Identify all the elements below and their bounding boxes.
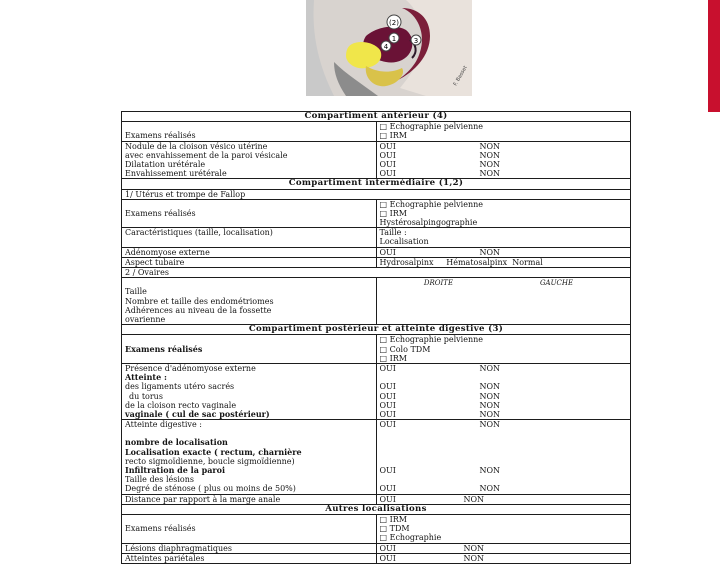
anterior-exam-options: □ Echographie pelvienne □ IRM [376,122,631,141]
illustrator-signature: F. Basset [452,64,469,87]
intermediate-exam-label: Examens réalisés [122,199,377,228]
anterior-findings-values: OUI NON OUI NON OUI NON OUI NON [376,141,631,179]
parietal-values: OUI NON [376,553,631,563]
tubal-aspect-values: Hydrosalpinx Hématosalpinx Normal [376,257,631,267]
distance-values: OUI NON [376,494,631,504]
posterior-findings-labels: Présence d'adénomyose externe Atteinte : des ligaments utéro sacrés du torus de la cloison recto vaginale vaginale ( cul de sac postérieur) [122,363,377,419]
accent-bar [708,0,720,112]
posterior-exam-label: Examens réalisés [122,335,377,364]
anatomy-label-3: 3 [413,37,419,45]
other-exam-label: Examens réalisés [122,515,377,544]
pelvic-anatomy-illustration [306,0,472,96]
caracteristiques-label: Caractéristiques (taille, localisation) [122,228,377,247]
diaphragm-values: OUI NON [376,543,631,553]
tubal-aspect-label: Aspect tubaire [122,257,377,267]
anterior-exam-label: Examens réalisés [122,122,377,141]
subsection-uterus: 1/ Utérus et trompe de Fallop [122,189,631,199]
anatomy-label-2: (2) [389,19,399,27]
digestive-values: OUI NON OUI NON OUI NON [376,420,631,495]
endometriosis-report-form [118,111,638,563]
adenomyose-values: OUI NON [376,247,631,257]
form-table [121,111,631,564]
anatomy-label-1: 1 [391,35,397,43]
other-exam-options: □ IRM □ TDM □ Echographie [376,515,631,544]
section-title-anterior: Compartiment antérieur (4) [122,112,631,122]
intermediate-exam-options: □ Echographie pelvienne □ IRM Hystérosalpingographie [376,199,631,228]
posterior-exam-options: □ Echographie pelvienne □ Colo TDM □ IRM [376,335,631,364]
posterior-findings-values: OUI NON OUI NON OUI NON OUI NON OUI NON [376,363,631,419]
diaphragm-label: Lésions diaphragmatiques [122,543,377,553]
subsection-ovaries: 2 / Ovaires [122,268,631,278]
ovary-columns: DROITE GAUCHE [376,278,631,325]
distance-label: Distance par rapport à la marge anale [122,494,377,504]
caracteristiques-values: Taille : Localisation [376,228,631,247]
ovary-rows-labels: Taille Nombre et taille des endométriomes Adhérences au niveau de la fossette ovarienne [122,278,377,325]
parietal-label: Atteintes pariétales [122,553,377,563]
adenomyose-label: Adénomyose externe [122,247,377,257]
anatomy-label-4: 4 [383,43,389,51]
section-title-other: Autres localisations [122,504,631,514]
digestive-labels: Atteinte digestive : nombre de localisation Localisation exacte ( rectum, charnière recto sigmoïdienne, boucle sigmoïdienne) Infiltration de la paroi Taille des lésions Degré de sténose ( plus ou moins de 50%) [122,420,377,495]
section-title-intermediate: Compartiment intermédiaire (1,2) [122,179,631,189]
section-title-posterior: Compartiment postérieur et atteinte digestive (3) [122,325,631,335]
anterior-findings-labels: Nodule de la cloison vésico utérine avec envahissement de la paroi vésicale Dilatation urétérale Envahissement urétérale [122,141,377,179]
